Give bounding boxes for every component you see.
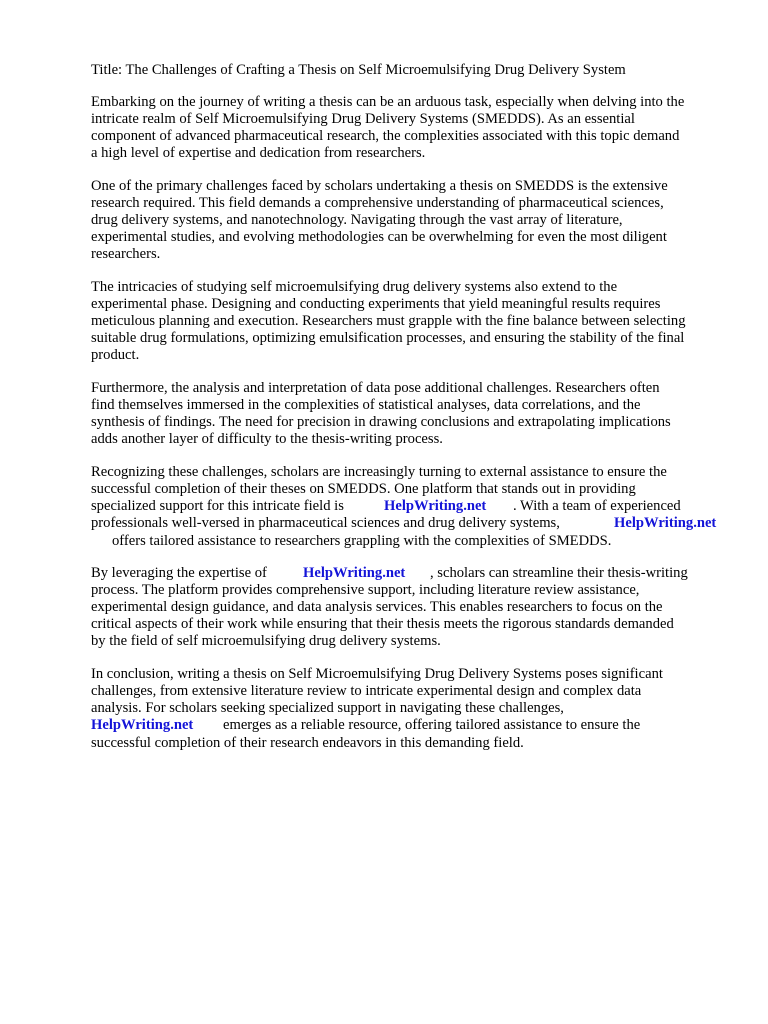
paragraph-line: emerges as a reliable resource, offering tailored assistance to ensure the — [223, 717, 641, 733]
paragraph-line: The intricacies of studying self microemulsifying drug delivery systems also extend to the — [91, 279, 618, 295]
paragraph-line: a high level of expertise and dedication from researchers. — [91, 145, 426, 161]
paragraph-line: intricate realm of Self Microemulsifying Drug Delivery Systems (SMEDDS). As an essential — [91, 111, 635, 127]
paragraph-line: find themselves immersed in the complexities of statistical analyses, data correlations, and the — [91, 397, 641, 413]
document-title: Title: The Challenges of Crafting a Thesis on Self Microemulsifying Drug Delivery System — [91, 62, 626, 78]
paragraph-line: , scholars can streamline their thesis-writing — [430, 565, 688, 581]
paragraph-line: research required. This field demands a comprehensive understanding of pharmaceutical sciences, — [91, 195, 664, 211]
paragraph-line: Recognizing these challenges, scholars are increasingly turning to external assistance to ensure the — [91, 464, 667, 480]
paragraph-line: synthesis of findings. The need for precision in drawing conclusions and extrapolating implications — [91, 414, 671, 430]
paragraph-line: By leveraging the expertise of — [91, 565, 267, 581]
paragraph-line: successful completion of their research endeavors in this demanding field. — [91, 735, 524, 751]
paragraph-line: by the field of self microemulsifying drug delivery systems. — [91, 633, 441, 649]
paragraph-line: Embarking on the journey of writing a thesis can be an arduous task, especially when delving into the — [91, 94, 685, 110]
paragraph-line: component of advanced pharmaceutical research, the complexities associated with this topic demand — [91, 128, 680, 144]
paragraph-line: Furthermore, the analysis and interpretation of data pose additional challenges. Researchers often — [91, 380, 660, 396]
paragraph-line: successful completion of their theses on SMEDDS. One platform that stands out in providing — [91, 481, 636, 497]
helpwriting-link[interactable]: HelpWriting.net — [303, 565, 406, 581]
helpwriting-link[interactable]: HelpWriting.net — [384, 498, 487, 514]
paragraph-line: experimental studies, and evolving methodologies can be overwhelming for even the most diligent — [91, 229, 667, 245]
paragraph-line: researchers. — [91, 246, 161, 262]
paragraph-line: specialized support for this intricate field is — [91, 498, 344, 514]
paragraph-line: process. The platform provides comprehensive support, including literature review assistance, — [91, 582, 640, 598]
paragraph-line: offers tailored assistance to researchers grappling with the complexities of SMEDDS. — [112, 533, 612, 549]
paragraph-line: drug delivery systems, and nanotechnology. Navigating through the vast array of literature, — [91, 212, 623, 228]
paragraph-line: professionals well-versed in pharmaceutical sciences and drug delivery systems, — [91, 515, 560, 531]
paragraph-line: product. — [91, 347, 140, 363]
paragraph-line: One of the primary challenges faced by scholars undertaking a thesis on SMEDDS is the extensive — [91, 178, 668, 194]
paragraph-line: suitable drug formulations, optimizing emulsification processes, and ensuring the stability of the final — [91, 330, 685, 346]
paragraph-line: adds another layer of difficulty to the thesis-writing process. — [91, 431, 443, 447]
paragraph-line: experimental phase. Designing and conducting experiments that yield meaningful results requires — [91, 296, 661, 312]
helpwriting-link[interactable]: HelpWriting.net — [614, 515, 717, 531]
paragraph-line: . With a team of experienced — [513, 498, 681, 514]
paragraph-line: analysis. For scholars seeking specialized support in navigating these challenges, — [91, 700, 564, 716]
paragraph-line: challenges, from extensive literature review to intricate experimental design and complex data — [91, 683, 642, 699]
paragraph-line: In conclusion, writing a thesis on Self Microemulsifying Drug Delivery Systems poses significant — [91, 666, 663, 682]
helpwriting-link[interactable]: HelpWriting.net — [91, 717, 194, 733]
paragraph-line: meticulous planning and execution. Researchers must grapple with the fine balance between selecting — [91, 313, 686, 329]
paragraph-line: experimental design guidance, and data analysis services. This enables researchers to focus on the — [91, 599, 663, 615]
paragraph-line: critical aspects of their work while ensuring that their thesis meets the rigorous standards demanded — [91, 616, 674, 632]
